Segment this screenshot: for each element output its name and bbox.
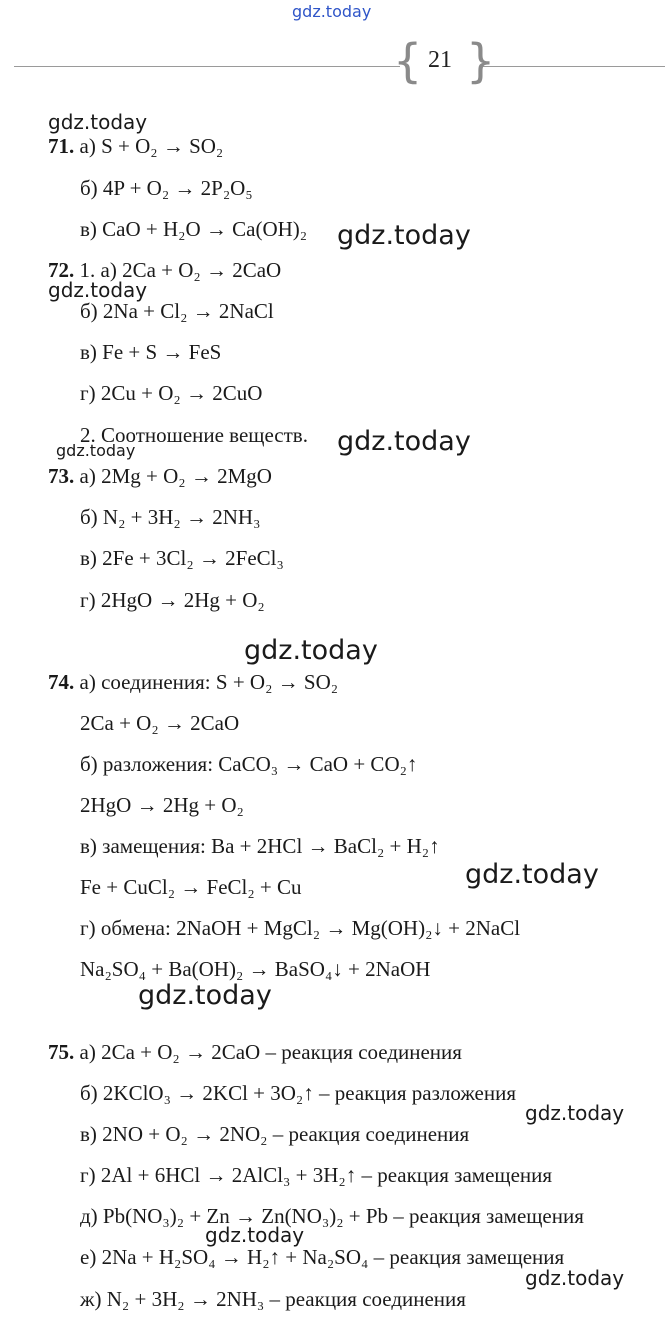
answer-text: а) 2Ca + O₂ → 2CaO – реакция соединения (79, 1040, 462, 1064)
answer-text: 1. а) 2Ca + O₂ → 2CaO (79, 258, 282, 282)
answer-text: а) 2Mg + O₂ → 2MgO (79, 464, 272, 488)
problem-75-d: г) 2Al + 6HCl → 2AlCl₃ + 3H₂↑ – реакция замещения (80, 1163, 553, 1187)
watermark: gdz.today (48, 278, 148, 302)
header-rule-left (14, 66, 400, 67)
problem-74-b: б) разложения: CaCO₃ → CaO + CO₂↑ (80, 752, 418, 776)
problem-number: 71. (48, 134, 75, 158)
header-rule-right (480, 66, 665, 67)
problem-74-a2: 2Ca + O₂ → 2CaO (80, 711, 240, 735)
left-brace-icon: { (393, 34, 423, 88)
problem-75-e: д) Pb(NO₃)₂ + Zn → Zn(NO₃)₂ + Pb – реакция замещения (80, 1204, 584, 1228)
watermark: gdz.today (138, 980, 272, 1011)
problem-75-g: ж) N₂ + 3H₂ → 2NH₃ – реакция соединения (80, 1287, 466, 1311)
problem-number: 73. (48, 464, 75, 488)
problem-72-d: г) 2Cu + O₂ → 2CuO (80, 381, 263, 405)
problem-74-d2: Na₂SO₄ + Ba(OH)₂ → BaSO₄↓ + 2NaOH (80, 957, 431, 981)
problem-75-b: б) 2KClO₃ → 2KCl + 3O₂↑ – реакция разложения (80, 1081, 517, 1105)
problem-number: 72. (48, 258, 75, 282)
problem-71-a (48, 136, 223, 157)
problem-74-a (48, 672, 338, 693)
problem-71-c: в) CaO + H₂O → Ca(OH)₂ (80, 217, 308, 241)
watermark: gdz.today (205, 1223, 305, 1247)
problem-number: 74. (48, 670, 75, 694)
problem-73-d: г) 2HgO → 2Hg + O₂ (80, 588, 265, 612)
problem-75-c: в) 2NO + O₂ → 2NO₂ – реакция соединения (80, 1122, 470, 1146)
watermark: gdz.today (244, 635, 378, 666)
problem-72-b: б) 2Na + Cl₂ → 2NaCl (80, 299, 274, 323)
problem-74-c2: Fe + CuCl₂ → FeCl₂ + Cu (80, 875, 302, 899)
problem-74-d: г) обмена: 2NaOH + MgCl₂ → Mg(OH)₂↓ + 2NaCl (80, 916, 521, 940)
problem-74-b2: 2HgO → 2Hg + O₂ (80, 793, 244, 817)
problem-73-a (48, 466, 272, 487)
problem-71-b: б) 4P + O₂ → 2P₂O₅ (80, 176, 253, 200)
problem-72-c: в) Fe + S → FeS (80, 340, 222, 364)
right-brace-icon: } (466, 34, 496, 88)
problem-72-e: 2. Соотношение веществ. (80, 423, 308, 447)
problem-75-f: е) 2Na + H₂SO₄ → H₂↑ + Na₂SO₄ – реакция замещения (80, 1245, 565, 1269)
problem-75-a (48, 1042, 462, 1063)
problem-73-c: в) 2Fe + 3Cl₂ → 2FeCl₃ (80, 546, 284, 570)
answer-text: а) S + O₂ → SO₂ (79, 134, 224, 158)
problem-number: 75. (48, 1040, 75, 1064)
header-watermark[interactable]: gdz.today (292, 2, 372, 21)
watermark: gdz.today (56, 441, 136, 460)
answer-text: а) соединения: S + O₂ → SO₂ (79, 670, 339, 694)
problem-74-c: в) замещения: Ba + 2HCl → BaCl₂ + H₂↑ (80, 834, 440, 858)
watermark: gdz.today (337, 426, 471, 457)
page-number: 21 (428, 47, 452, 73)
problem-73-b: б) N₂ + 3H₂ → 2NH₃ (80, 505, 261, 529)
watermark: gdz.today (465, 859, 599, 890)
watermark: gdz.today (525, 1266, 625, 1290)
watermark: gdz.today (48, 110, 148, 134)
watermark: gdz.today (337, 220, 471, 251)
watermark: gdz.today (525, 1101, 625, 1125)
